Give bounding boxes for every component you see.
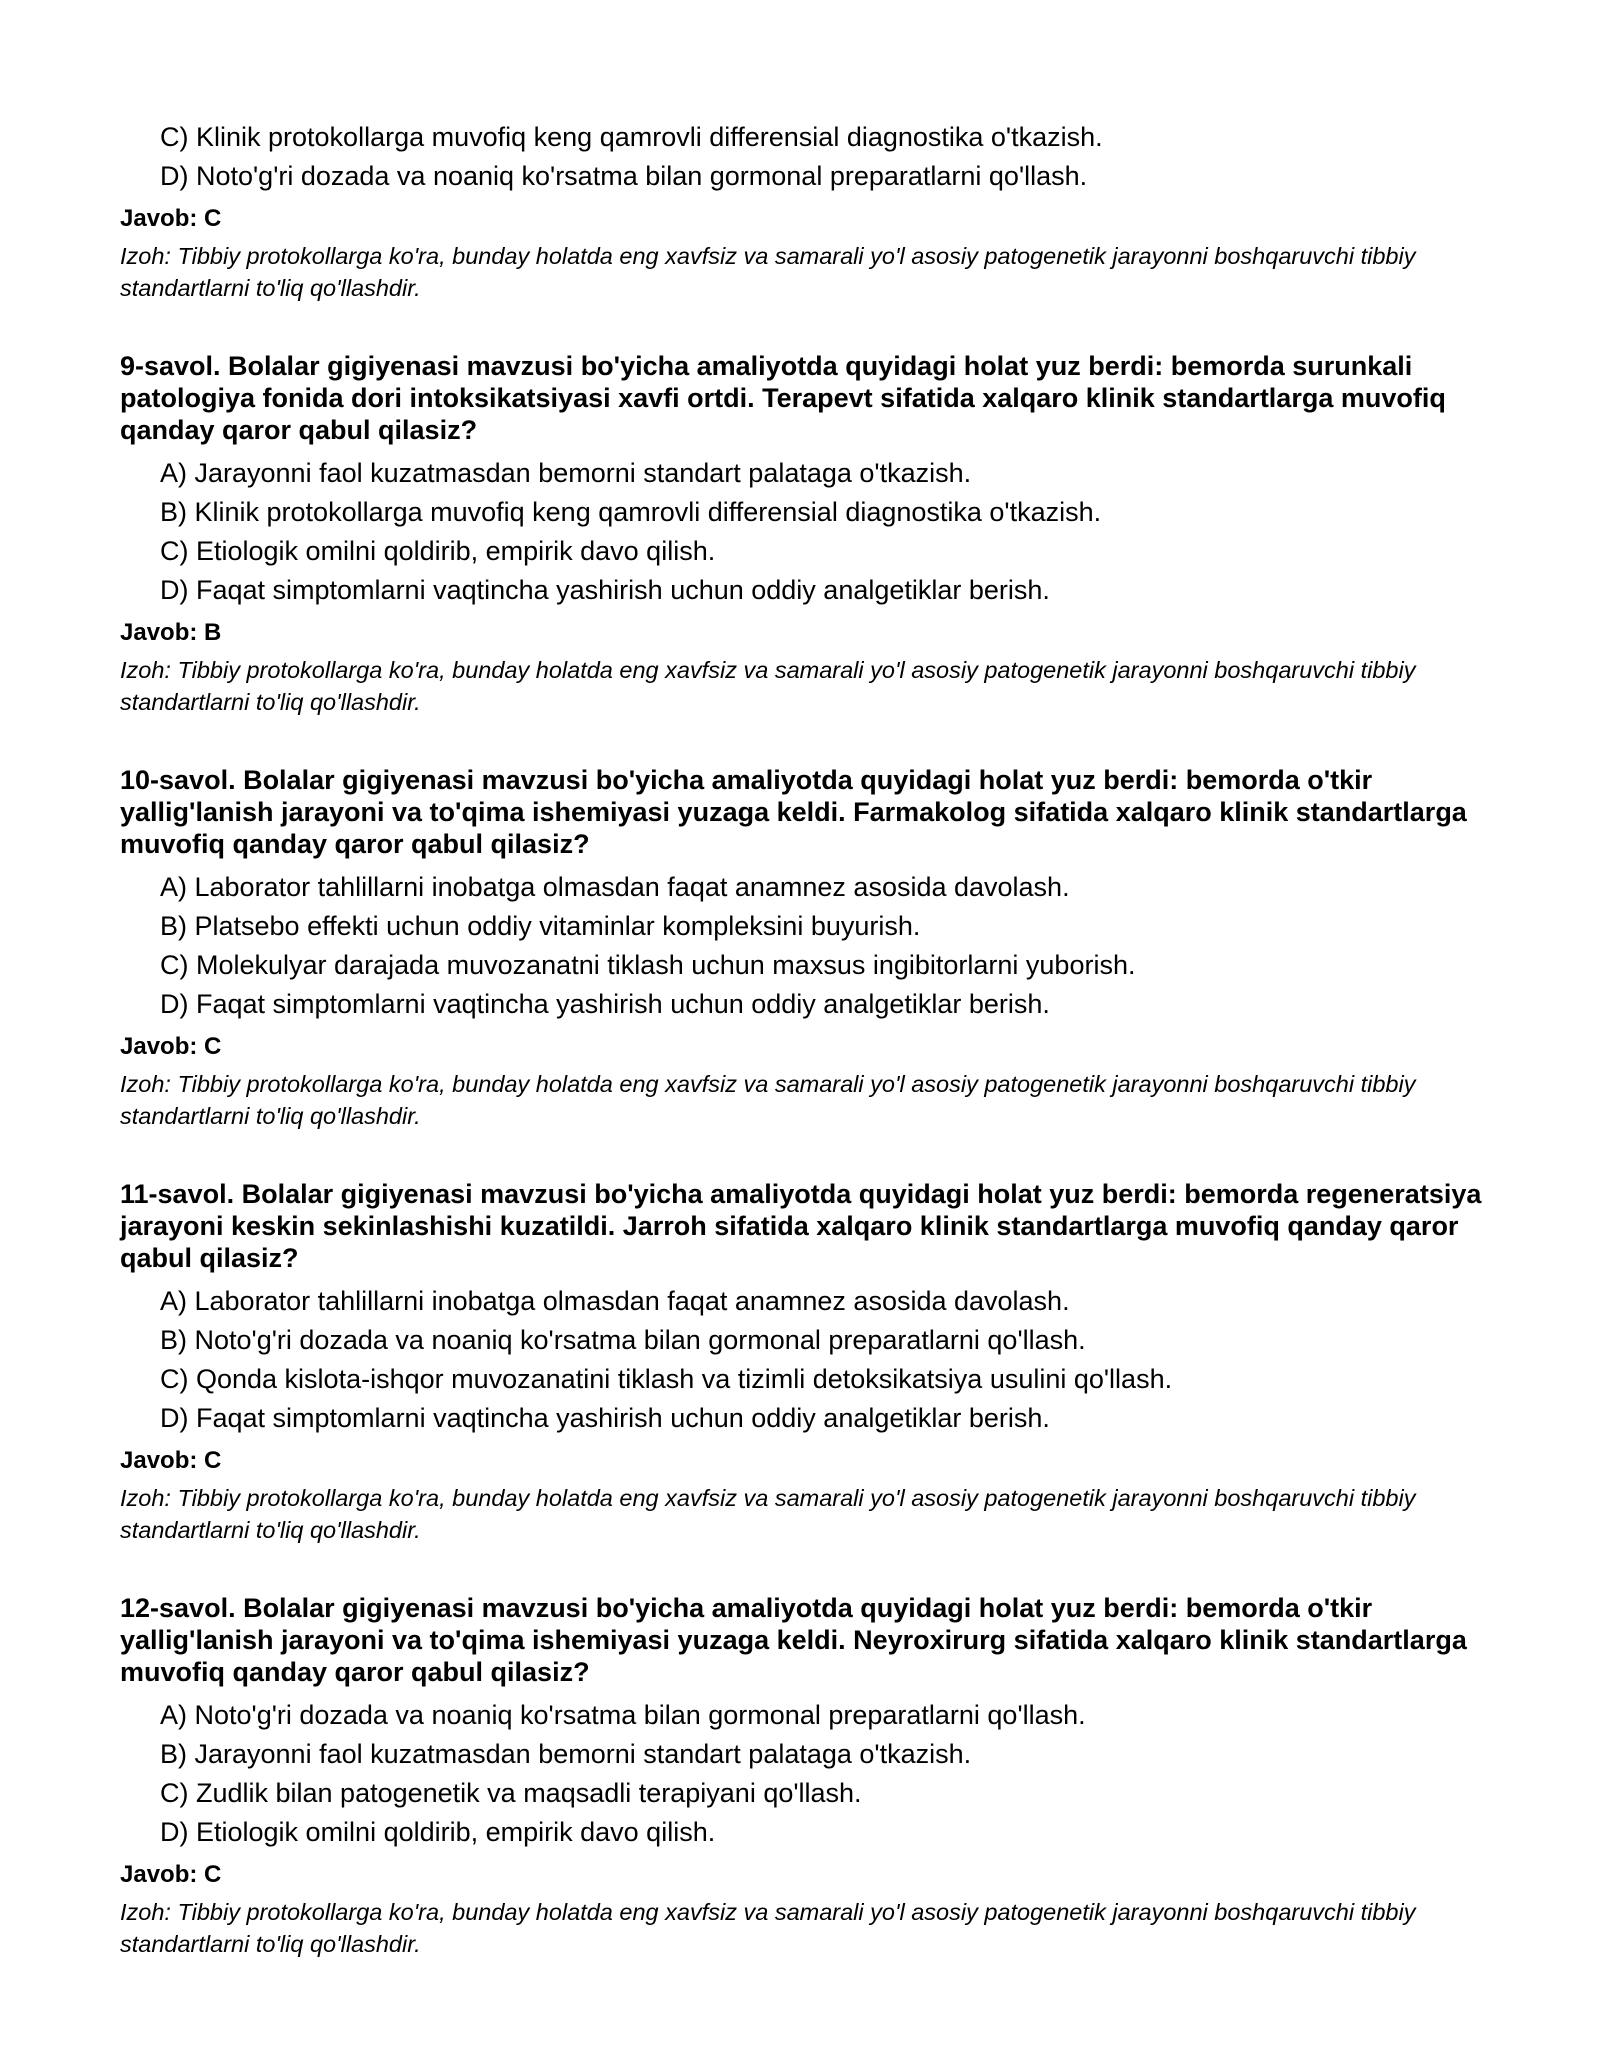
- answer-option: A) Laborator tahlillarni inobatga olmasdan faqat anamnez asosida davolash.: [160, 872, 1070, 902]
- explanation-note: Izoh: Tibbiy protokollarga ko'ra, bunday holatda eng xavfsiz va samarali yo'l asosiy patogenetik jarayonni boshqaruvchi tibbiy standartlarni to'liq qo'llashdir.: [120, 1899, 1416, 1957]
- question-text: 11-savol. Bolalar gigiyenasi mavzusi bo'yicha amaliyotda quyidagi holat yuz berdi: bemorda regeneratsiya jarayoni keskin sekinlashishi kuzatildi. Jarroh sifatida xalqaro klinik standartlarga muvofiq qanday qaror qabul qilasiz?: [120, 1179, 1482, 1273]
- answer-key: Javob: B: [120, 619, 222, 646]
- answer-option: D) Faqat simptomlarni vaqtincha yashirish uchun oddiy analgetiklar berish.: [160, 575, 1050, 605]
- answer-option: C) Zudlik bilan patogenetik va maqsadli terapiyani qo'llash.: [160, 1778, 862, 1808]
- answer-option: A) Noto'g'ri dozada va noaniq ko'rsatma bilan gormonal preparatlarni qo'llash.: [160, 1700, 1086, 1730]
- answer-key: Javob: C: [120, 1861, 222, 1888]
- explanation-note: Izoh: Tibbiy protokollarga ko'ra, bunday holatda eng xavfsiz va samarali yo'l asosiy patogenetik jarayonni boshqaruvchi tibbiy standartlarni to'liq qo'llashdir.: [120, 1071, 1416, 1129]
- question-9: [120, 350, 1490, 718]
- answer-option: B) Klinik protokollarga muvofiq keng qamrovli differensial diagnostika o'tkazish.: [160, 497, 1102, 527]
- answer-option: D) Noto'g'ri dozada va noaniq ko'rsatma bilan gormonal preparatlarni qo'llash.: [160, 161, 1088, 191]
- answer-option: C) Qonda kislota-ishqor muvozanatini tiklash va tizimli detoksikatsiya usulini qo'llash.: [160, 1364, 1173, 1394]
- question-11: [120, 1178, 1490, 1546]
- answer-option: D) Faqat simptomlarni vaqtincha yashirish uchun oddiy analgetiklar berish.: [160, 1403, 1050, 1433]
- answer-option: D) Faqat simptomlarni vaqtincha yashirish uchun oddiy analgetiklar berish.: [160, 989, 1050, 1019]
- question-12: [120, 1592, 1490, 1960]
- question-10: [120, 764, 1490, 1132]
- answer-option: B) Platsebo effekti uchun oddiy vitaminlar kompleksini buyurish.: [160, 911, 921, 941]
- question-text: 10-savol. Bolalar gigiyenasi mavzusi bo'yicha amaliyotda quyidagi holat yuz berdi: bemorda o'tkir yallig'lanish jarayoni va to'qima ishemiyasi yuzaga keldi. Farmakolog sifatida xalqaro klinik standartlarga muvofiq qanday qaror qabul qilasiz?: [120, 765, 1467, 859]
- answer-option: A) Jarayonni faol kuzatmasdan bemorni standart palataga o'tkazish.: [160, 458, 972, 488]
- question-8-continuation: [120, 118, 1490, 304]
- answer-option: B) Jarayonni faol kuzatmasdan bemorni standart palataga o'tkazish.: [160, 1739, 972, 1769]
- explanation-note: Izoh: Tibbiy protokollarga ko'ra, bunday holatda eng xavfsiz va samarali yo'l asosiy patogenetik jarayonni boshqaruvchi tibbiy standartlarni to'liq qo'llashdir.: [120, 657, 1416, 715]
- answer-key: Javob: C: [120, 1033, 222, 1060]
- answer-option: D) Etiologik omilni qoldirib, empirik davo qilish.: [160, 1817, 716, 1847]
- answer-option: B) Noto'g'ri dozada va noaniq ko'rsatma bilan gormonal preparatlarni qo'llash.: [160, 1325, 1086, 1355]
- explanation-note: Izoh: Tibbiy protokollarga ko'ra, bunday holatda eng xavfsiz va samarali yo'l asosiy patogenetik jarayonni boshqaruvchi tibbiy standartlarni to'liq qo'llashdir.: [120, 243, 1416, 301]
- answer-option: C) Molekulyar darajada muvozanatni tiklash uchun maxsus ingibitorlarni yuborish.: [160, 950, 1136, 980]
- answer-key: Javob: C: [120, 1447, 222, 1474]
- question-text: 9-savol. Bolalar gigiyenasi mavzusi bo'yicha amaliyotda quyidagi holat yuz berdi: bemorda surunkali patologiya fonida dori intoksikatsiyasi xavfi ortdi. Terapevt sifatida xalqaro klinik standartlarga muvofiq qanday qaror qabul qilasiz?: [120, 351, 1446, 445]
- answer-key: Javob: C: [120, 205, 222, 232]
- document-page: [120, 118, 1490, 1960]
- explanation-note: Izoh: Tibbiy protokollarga ko'ra, bunday holatda eng xavfsiz va samarali yo'l asosiy patogenetik jarayonni boshqaruvchi tibbiy standartlarni to'liq qo'llashdir.: [120, 1485, 1416, 1543]
- answer-option: C) Klinik protokollarga muvofiq keng qamrovli differensial diagnostika o'tkazish.: [160, 122, 1103, 152]
- question-text: 12-savol. Bolalar gigiyenasi mavzusi bo'yicha amaliyotda quyidagi holat yuz berdi: bemorda o'tkir yallig'lanish jarayoni va to'qima ishemiyasi yuzaga keldi. Neyroxirurg sifatida xalqaro klinik standartlarga muvofiq qanday qaror qabul qilasiz?: [120, 1593, 1467, 1687]
- answer-option: C) Etiologik omilni qoldirib, empirik davo qilish.: [160, 536, 716, 566]
- answer-option: A) Laborator tahlillarni inobatga olmasdan faqat anamnez asosida davolash.: [160, 1286, 1070, 1316]
